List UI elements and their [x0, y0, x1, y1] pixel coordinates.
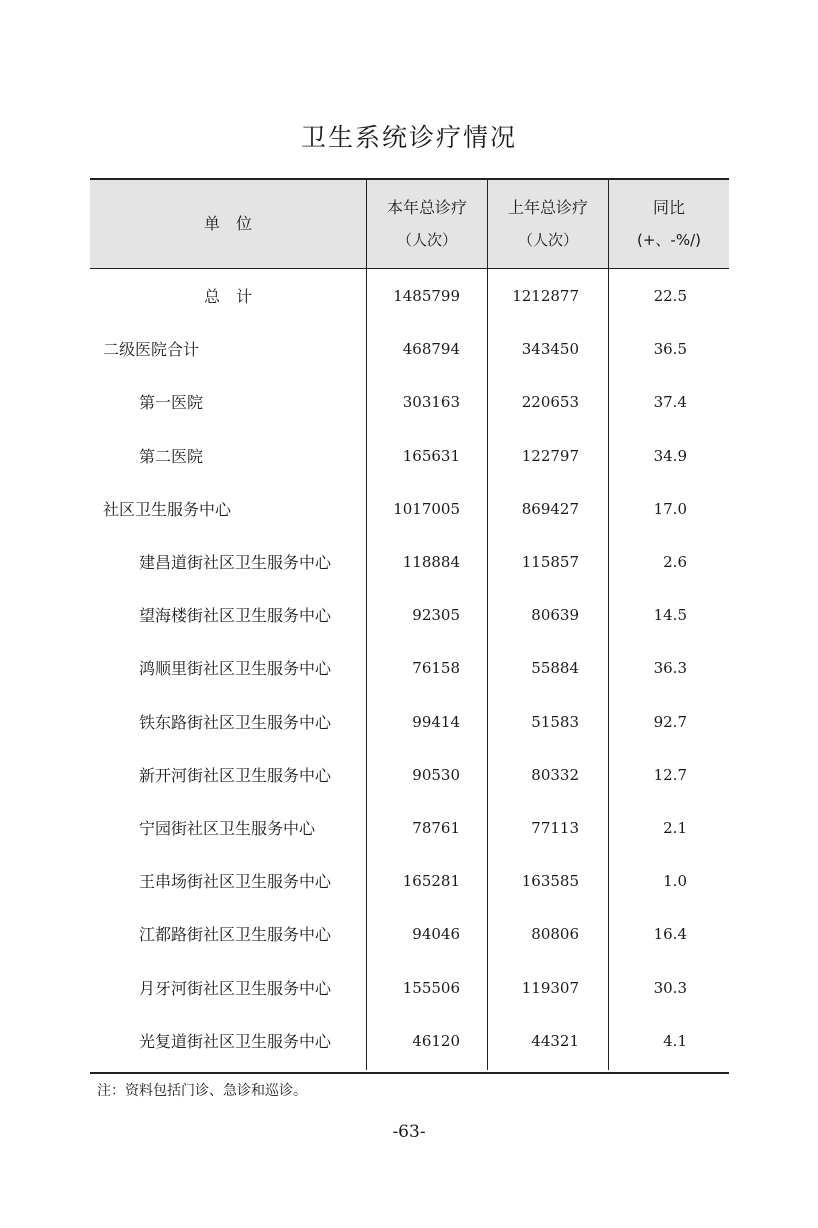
yoy-change: 30.3 — [653, 978, 687, 997]
previous-year-visits: 77113 — [531, 819, 579, 837]
table-row — [90, 430, 729, 483]
table-row — [90, 696, 729, 749]
yoy-change: 34.9 — [653, 446, 687, 465]
yoy-change: 22.5 — [653, 287, 687, 305]
previous-year-visits: 119307 — [521, 978, 579, 997]
current-year-visits: 165631 — [402, 446, 460, 465]
current-year-visits: 99414 — [412, 712, 460, 731]
table-row — [90, 855, 729, 908]
current-year-visits: 1485799 — [393, 287, 460, 305]
header-yoy-line2: (+、-%/) — [637, 231, 701, 249]
yoy-change: 16.4 — [653, 925, 687, 944]
unit-name: 江都路街社区卫生服务中心 — [139, 925, 332, 945]
unit-name: 月牙河街社区卫生服务中心 — [139, 978, 332, 998]
previous-year-visits: 163585 — [521, 872, 579, 891]
yoy-change: 36.5 — [653, 340, 687, 359]
yoy-change: 14.5 — [653, 606, 687, 625]
unit-name: 宁园街社区卫生服务中心 — [139, 819, 316, 838]
yoy-change: 2.1 — [663, 819, 687, 837]
current-year-visits: 468794 — [402, 340, 460, 359]
unit-name: 新开河街社区卫生服务中心 — [139, 765, 332, 785]
table-row — [90, 589, 729, 642]
table-header — [90, 180, 729, 269]
current-year-visits: 90530 — [412, 765, 460, 784]
current-year-visits: 76158 — [412, 659, 460, 678]
previous-year-visits: 80639 — [531, 606, 579, 625]
unit-name: 第一医院 — [139, 393, 204, 413]
yoy-change: 1.0 — [663, 872, 687, 891]
previous-year-visits: 115857 — [521, 553, 579, 571]
previous-year-visits: 220653 — [521, 393, 579, 412]
header-yoy — [609, 180, 729, 268]
yoy-change: 37.4 — [653, 393, 687, 412]
current-year-visits: 165281 — [402, 872, 460, 891]
header-unit-label: 单 位 — [203, 214, 252, 233]
table-row — [90, 642, 729, 695]
unit-name: 鸿顺里街社区卫生服务中心 — [139, 659, 332, 679]
yoy-change: 4.1 — [663, 1031, 687, 1050]
header-unit — [90, 180, 366, 268]
yoy-change: 2.6 — [663, 553, 687, 571]
header-current-year — [367, 180, 487, 268]
previous-year-visits: 343450 — [521, 340, 579, 359]
unit-name: 王串场街社区卫生服务中心 — [139, 872, 332, 892]
previous-year-visits: 51583 — [531, 712, 579, 731]
current-year-visits: 94046 — [412, 925, 460, 944]
current-year-visits: 46120 — [412, 1031, 460, 1050]
clinic-visits-table — [90, 178, 729, 1074]
header-previous-year — [488, 180, 608, 268]
current-year-visits: 155506 — [402, 978, 460, 997]
header-yoy-line1: 同比 — [652, 198, 685, 217]
unit-name: 建昌道街社区卫生服务中心 — [139, 553, 332, 572]
previous-year-visits: 122797 — [521, 446, 579, 465]
unit-name: 第二医院 — [139, 446, 204, 466]
table-row — [90, 962, 729, 1015]
table-row — [90, 536, 729, 589]
table-row — [90, 376, 729, 429]
header-previous-line1: 上年总诊疗 — [507, 198, 588, 217]
header-previous-line2: （人次） — [517, 231, 578, 249]
table-row — [90, 749, 729, 802]
table-note: 注：资料包括门诊、急诊和巡诊。 — [97, 1083, 307, 1099]
unit-name: 铁东路街社区卫生服务中心 — [139, 712, 332, 732]
yoy-change: 12.7 — [653, 765, 687, 784]
unit-name: 总 计 — [203, 287, 252, 306]
previous-year-visits: 44321 — [531, 1031, 579, 1050]
previous-year-visits: 869427 — [521, 499, 579, 518]
table-row — [90, 908, 729, 961]
current-year-visits: 303163 — [402, 393, 460, 412]
yoy-change: 36.3 — [653, 659, 687, 678]
current-year-visits: 118884 — [402, 553, 460, 571]
page-number: -63- — [392, 1122, 426, 1142]
table-row — [90, 483, 729, 536]
current-year-visits: 1017005 — [393, 499, 460, 518]
table-row — [90, 270, 729, 323]
table-row — [90, 323, 729, 376]
previous-year-visits: 1212877 — [512, 287, 579, 305]
yoy-change: 92.7 — [653, 712, 687, 731]
previous-year-visits: 55884 — [531, 659, 579, 678]
current-year-visits: 78761 — [412, 819, 460, 837]
yoy-change: 17.0 — [653, 499, 687, 518]
table-row — [90, 802, 729, 855]
unit-name: 社区卫生服务中心 — [103, 499, 232, 519]
header-current-line1: 本年总诊疗 — [386, 198, 467, 217]
table-row — [90, 1015, 729, 1068]
header-current-line2: （人次） — [396, 231, 457, 249]
unit-name: 二级医院合计 — [103, 340, 200, 360]
previous-year-visits: 80806 — [531, 925, 579, 944]
unit-name: 光复道街社区卫生服务中心 — [139, 1031, 332, 1051]
previous-year-visits: 80332 — [531, 765, 579, 784]
current-year-visits: 92305 — [412, 606, 460, 625]
page-title: 卫生系统诊疗情况 — [300, 123, 517, 152]
unit-name: 望海楼街社区卫生服务中心 — [139, 606, 332, 626]
